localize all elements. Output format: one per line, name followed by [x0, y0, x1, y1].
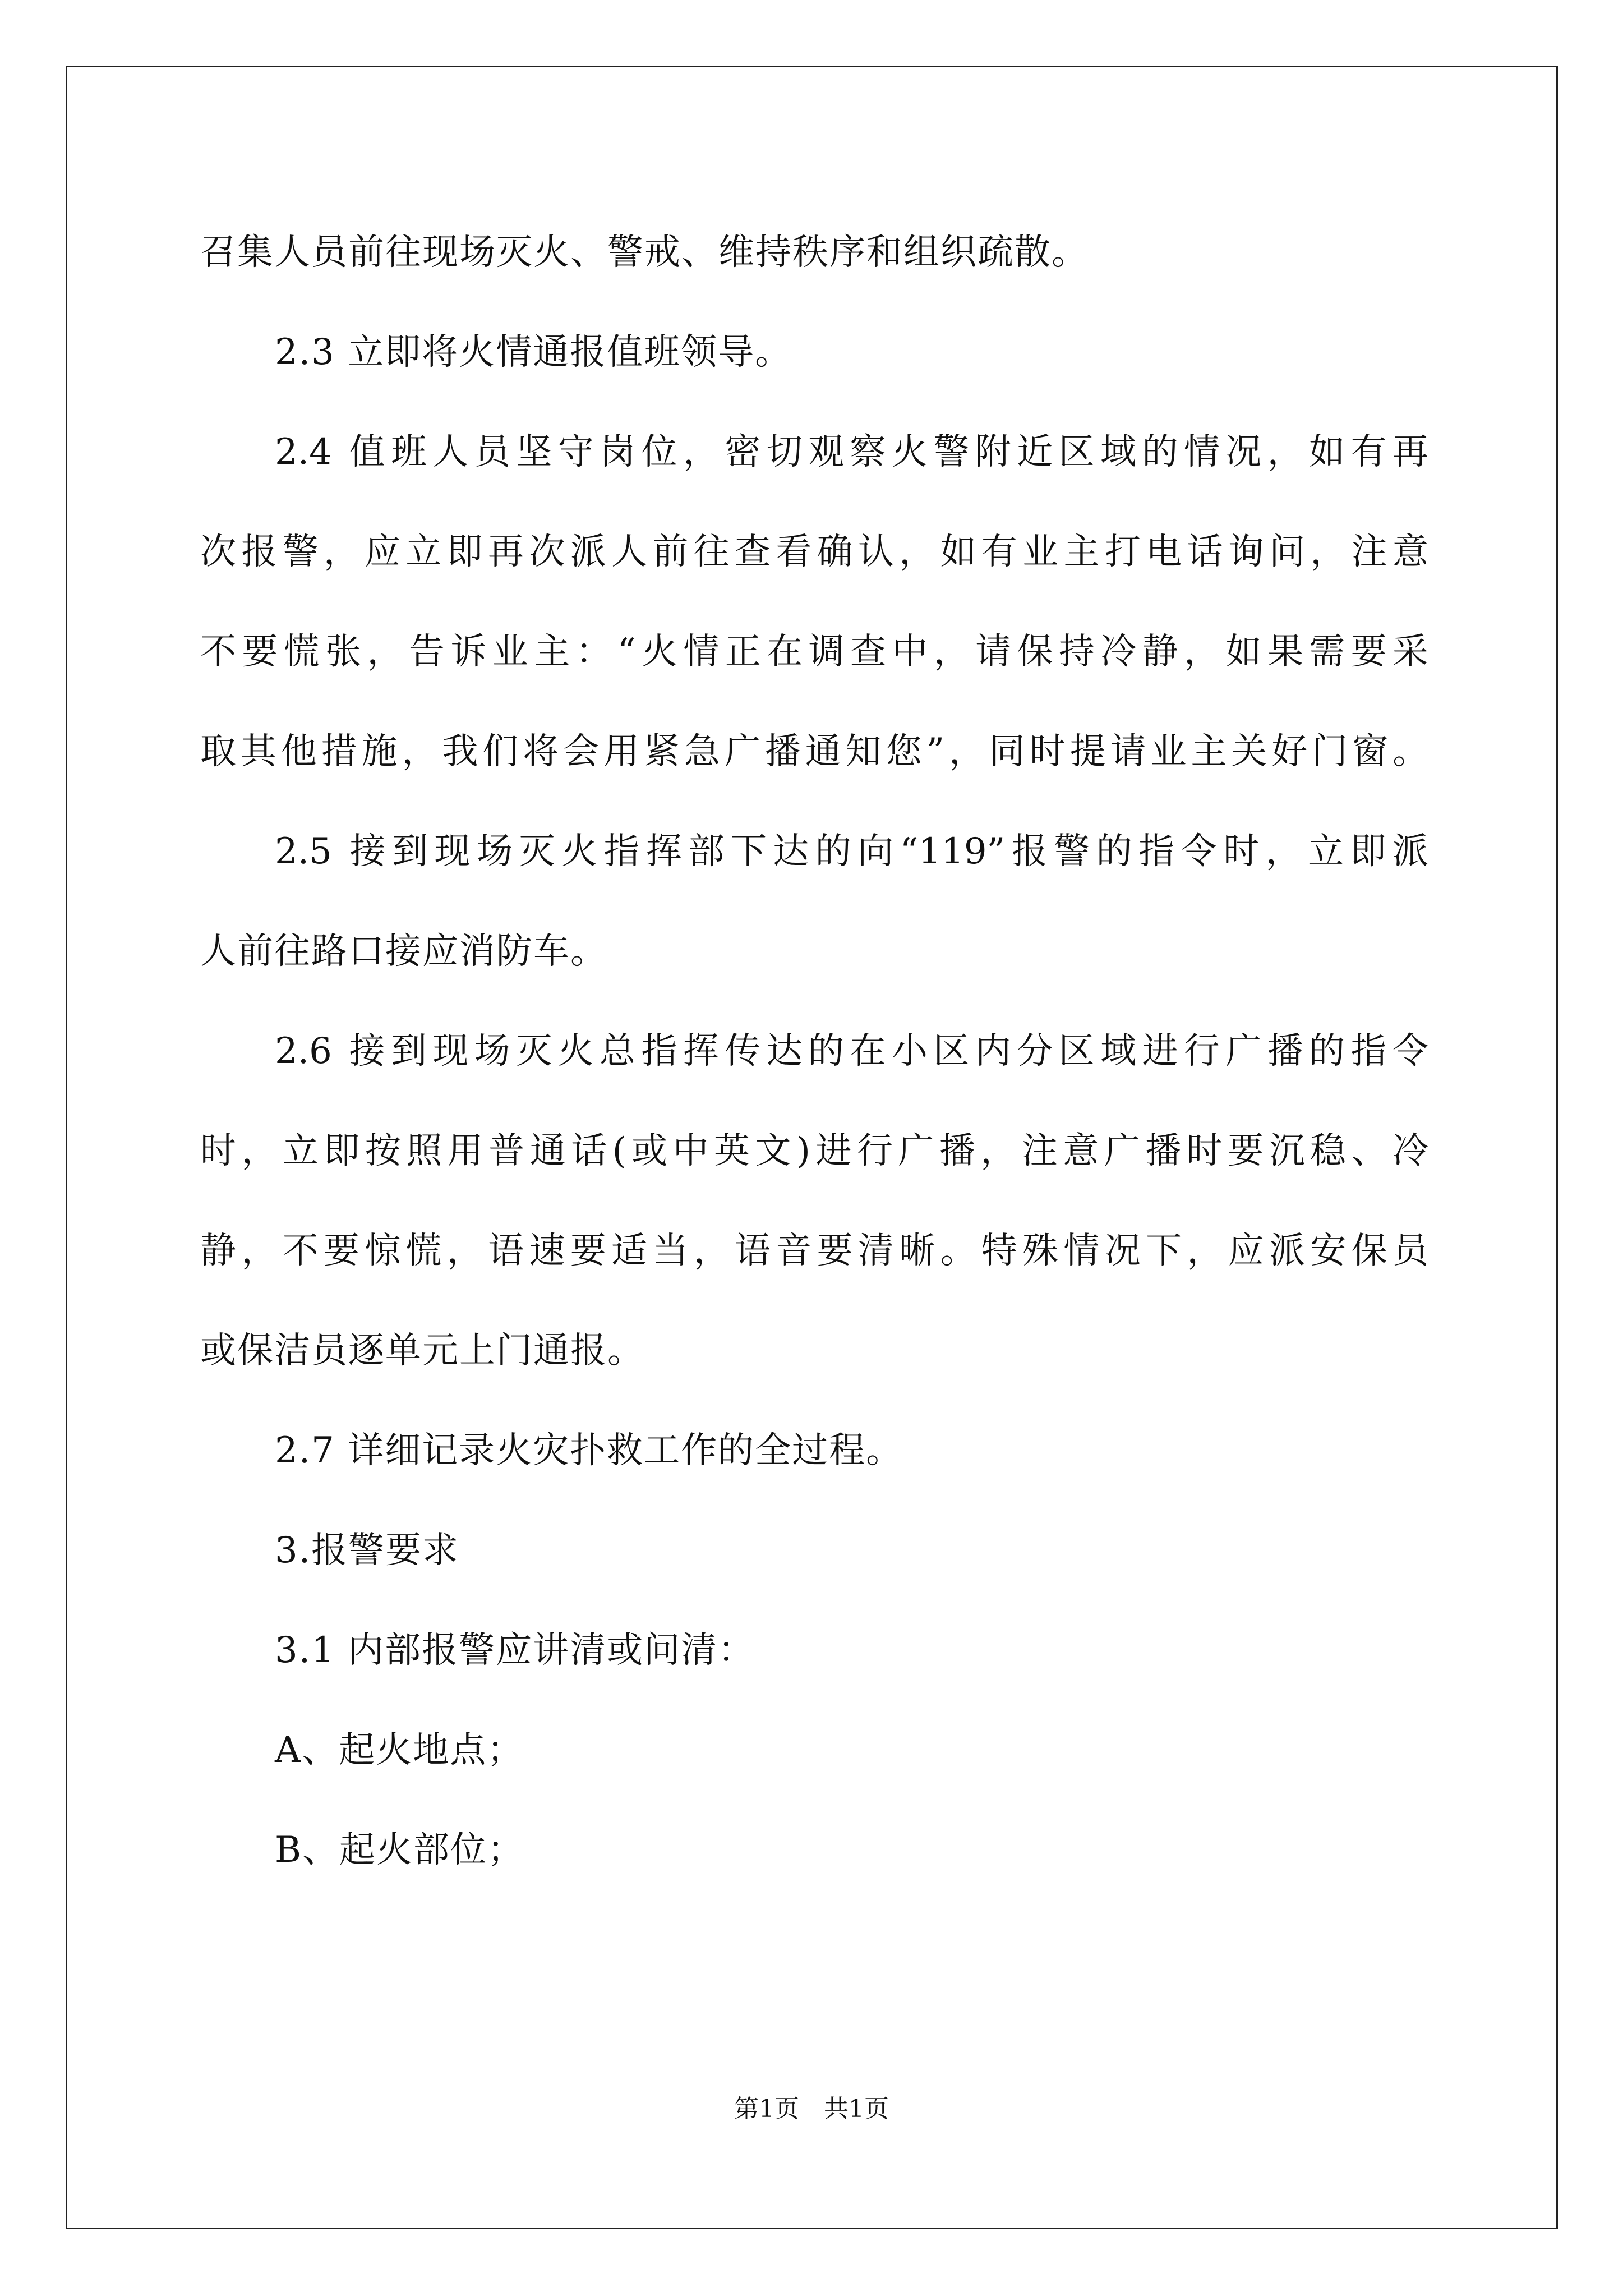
- text-line: 静，不要惊慌，语速要适当，语音要清晰。特殊情况下，应派安保员: [200, 1230, 1428, 1272]
- text-line: 或保洁员逐单元上门通报。: [200, 1330, 644, 1372]
- text-line: 召集人员前往现场灭火、警戒、维持秩序和组织疏散。: [200, 232, 1089, 273]
- text-line: 2.3 立即将火情通报值班领导。: [275, 332, 792, 373]
- text-line: 时，立即按照用普通话(或中英文)进行广播，注意广播时要沉稳、冷: [200, 1130, 1428, 1172]
- text-line: 2.4 值班人员坚守岗位，密切观察火警附近区域的情况，如有再: [275, 431, 1428, 473]
- text-line: 2.5 接到现场灭火指挥部下达的向“119”报警的指令时，立即派: [275, 831, 1428, 872]
- text-line: 2.6 接到现场灭火总指挥传达的在小区内分区域进行广播的指令: [275, 1030, 1428, 1072]
- text-line: 不要慌张，告诉业主：“火情正在调查中，请保持冷静，如果需要采: [200, 631, 1428, 673]
- text-line: 3.报警要求: [275, 1530, 460, 1571]
- text-line: 人前往路口接应消防车。: [200, 931, 607, 972]
- text-line: 3.1 内部报警应讲清或问清：: [275, 1630, 755, 1671]
- page-number-footer: 第1页 共1页: [734, 2095, 889, 2123]
- text-line: B、起火部位；: [275, 1829, 525, 1871]
- text-line: A、起火地点；: [275, 1729, 524, 1771]
- text-line: 次报警，应立即再次派人前往查看确认，如有业主打电话询问，注意: [200, 531, 1428, 573]
- text-line: 2.7 详细记录火灾扑救工作的全过程。: [275, 1430, 903, 1471]
- text-line: 取其他措施，我们将会用紧急广播通知您”，同时提请业主关好门窗。: [200, 731, 1428, 772]
